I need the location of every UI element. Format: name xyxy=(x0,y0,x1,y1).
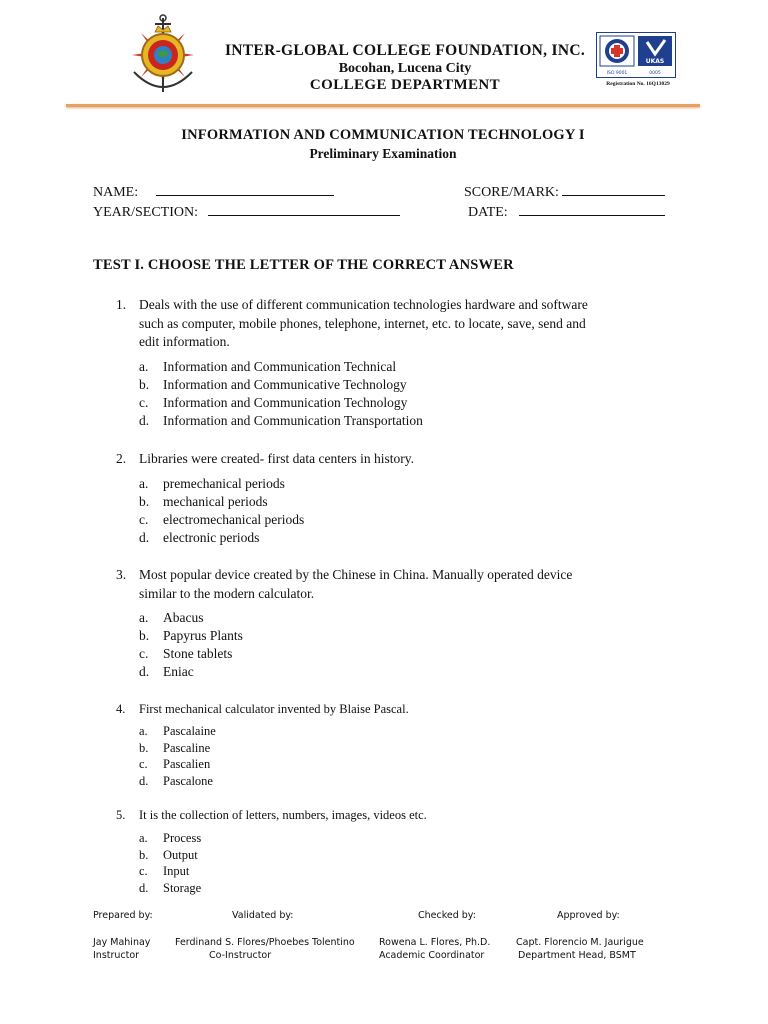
cert-code-text: 0005 xyxy=(649,71,661,76)
choice-c[interactable] xyxy=(139,645,539,663)
choice-text: mechanical periods xyxy=(163,494,268,509)
validated-by-role: Co-Instructor xyxy=(209,950,272,961)
checked-by-name: Rowena L. Flores, Ph.D. xyxy=(379,937,491,948)
approved-by-name: Capt. Florencio M. Jaurigue xyxy=(516,937,644,948)
iso-text: ISO 9001 xyxy=(606,71,628,76)
choice-text: Pascaline xyxy=(163,740,211,755)
year-section-blank[interactable] xyxy=(208,203,400,216)
registration-number: Registration No. 16Q13029 xyxy=(606,81,670,87)
certification-logo xyxy=(596,32,676,78)
choice-a[interactable] xyxy=(139,609,539,627)
choice-letter: b. xyxy=(139,494,150,509)
choice-letter: a. xyxy=(139,476,149,491)
choice-text: Pascalaine xyxy=(163,724,216,738)
choice-letter: c. xyxy=(139,757,148,771)
question-text-line: It is the collection of letters, numbers, images, videos etc. xyxy=(139,808,427,822)
approved-by-label: Approved by: xyxy=(557,910,620,921)
choices-2 xyxy=(139,475,539,547)
exam-subtitle: Preliminary Examination xyxy=(309,146,457,161)
choice-letter: d. xyxy=(139,413,150,428)
choice-letter: d. xyxy=(139,880,149,895)
question-text-line: similar to the modern calculator. xyxy=(139,585,315,601)
question-5 xyxy=(116,806,676,826)
date-label: DATE: xyxy=(468,205,508,220)
score-field[interactable] xyxy=(464,183,665,201)
choices-1 xyxy=(139,358,539,430)
choice-d[interactable] xyxy=(139,663,539,681)
question-number: 1. xyxy=(116,297,127,312)
choice-text: Abacus xyxy=(163,610,204,625)
choice-text: Pascalone xyxy=(163,773,213,788)
choice-c[interactable] xyxy=(139,394,539,412)
choice-letter: b. xyxy=(139,847,149,862)
ukas-text: UKAS xyxy=(645,58,665,65)
choice-text: Information and Communication Transportation xyxy=(163,413,423,428)
choice-b[interactable] xyxy=(139,493,539,511)
choice-text: Information and Communicative Technology xyxy=(163,377,407,392)
question-text-line: such as computer, mobile phones, telephone, internet, etc. to locate, save, send and xyxy=(139,315,586,331)
choice-text: electronic periods xyxy=(163,530,260,545)
choice-text: premechanical periods xyxy=(163,476,285,491)
question-1 xyxy=(116,296,676,352)
choice-text: Information and Communication Technical xyxy=(163,359,397,374)
choice-letter: b. xyxy=(139,628,150,643)
date-blank[interactable] xyxy=(519,203,665,216)
prepared-by-role: Instructor xyxy=(93,950,140,961)
choice-a[interactable] xyxy=(139,830,539,847)
validated-by-label: Validated by: xyxy=(232,910,294,921)
choice-letter: c. xyxy=(139,395,149,410)
choices-4 xyxy=(139,723,539,789)
choice-d[interactable] xyxy=(139,529,539,547)
choice-letter: a. xyxy=(139,724,148,738)
year-section-field[interactable] xyxy=(93,203,400,221)
choice-letter: c. xyxy=(139,512,149,527)
header-divider xyxy=(66,104,700,107)
choice-b[interactable] xyxy=(139,376,539,394)
approved-by-role: Department Head, BSMT xyxy=(518,950,636,961)
choice-letter: d. xyxy=(139,530,150,545)
score-blank[interactable] xyxy=(562,183,665,196)
choice-text: Output xyxy=(163,847,198,862)
choice-letter: b. xyxy=(139,377,150,392)
choice-b[interactable] xyxy=(139,847,539,864)
prepared-by-name: Jay Mahinay xyxy=(93,937,151,948)
choice-text: Stone tablets xyxy=(163,646,233,661)
date-field[interactable] xyxy=(468,203,665,221)
question-number: 2. xyxy=(116,451,127,466)
question-4 xyxy=(116,700,676,720)
choice-b[interactable] xyxy=(139,740,539,757)
choice-c[interactable] xyxy=(139,863,539,880)
test-heading: TEST I. CHOOSE THE LETTER OF THE CORRECT ANSWER xyxy=(93,257,514,273)
name-field[interactable] xyxy=(93,183,334,201)
question-number: 3. xyxy=(116,567,127,582)
organization-name: INTER-GLOBAL COLLEGE FOUNDATION, INC. xyxy=(224,42,586,59)
name-label: NAME: xyxy=(93,185,139,200)
choice-a[interactable] xyxy=(139,358,539,376)
year-section-label: YEAR/SECTION: xyxy=(93,205,198,220)
choice-text: Papyrus Plants xyxy=(163,628,243,643)
choices-3 xyxy=(139,609,539,681)
question-number: 5. xyxy=(116,808,126,822)
score-label: SCORE/MARK: xyxy=(464,185,559,200)
validated-by-name: Ferdinand S. Flores/Phoebes Tolentino xyxy=(175,937,355,948)
question-2 xyxy=(116,450,676,470)
choice-letter: d. xyxy=(139,773,149,788)
choice-text: Pascalien xyxy=(163,757,211,771)
choices-5 xyxy=(139,830,539,896)
checked-by-role: Academic Coordinator xyxy=(379,950,485,961)
checked-by-label: Checked by: xyxy=(418,910,476,921)
choice-letter: b. xyxy=(139,740,149,755)
choice-text: Storage xyxy=(163,880,202,895)
prepared-by-label: Prepared by: xyxy=(93,910,153,921)
choice-letter: d. xyxy=(139,664,150,679)
choice-text: Eniac xyxy=(163,664,194,679)
question-text-line: First mechanical calculator invented by Blaise Pascal. xyxy=(139,702,409,716)
choice-a[interactable] xyxy=(139,723,539,740)
question-number: 4. xyxy=(116,702,126,716)
choice-c[interactable] xyxy=(139,756,539,773)
choice-text: Information and Communication Technology xyxy=(163,395,408,410)
choice-letter: a. xyxy=(139,359,149,374)
question-text-line: edit information. xyxy=(139,334,230,349)
choice-c[interactable] xyxy=(139,511,539,529)
choice-b[interactable] xyxy=(139,627,539,645)
choice-letter: a. xyxy=(139,610,149,625)
choice-d[interactable] xyxy=(139,412,539,430)
choice-d[interactable] xyxy=(139,773,539,790)
choice-text: Process xyxy=(163,831,202,845)
name-blank[interactable] xyxy=(156,183,334,196)
exam-title: INFORMATION AND COMMUNICATION TECHNOLOGY I xyxy=(181,127,585,143)
choice-letter: c. xyxy=(139,864,148,878)
organization-city: Bocohan, Lucena City xyxy=(338,61,472,76)
question-3 xyxy=(116,566,676,604)
department-name: COLLEGE DEPARTMENT xyxy=(309,77,501,93)
choice-text: Input xyxy=(163,864,190,878)
question-text-line: Most popular device created by the Chinese in China. Manually operated device xyxy=(139,567,573,582)
question-text-line: Deals with the use of different communication technologies hardware and software xyxy=(139,297,588,312)
question-text-line: Libraries were created- first data centers in history. xyxy=(139,451,414,466)
choice-text: electromechanical periods xyxy=(163,512,305,527)
choice-letter: a. xyxy=(139,831,148,845)
choice-a[interactable] xyxy=(139,475,539,493)
choice-d[interactable] xyxy=(139,880,539,897)
choice-letter: c. xyxy=(139,646,149,661)
